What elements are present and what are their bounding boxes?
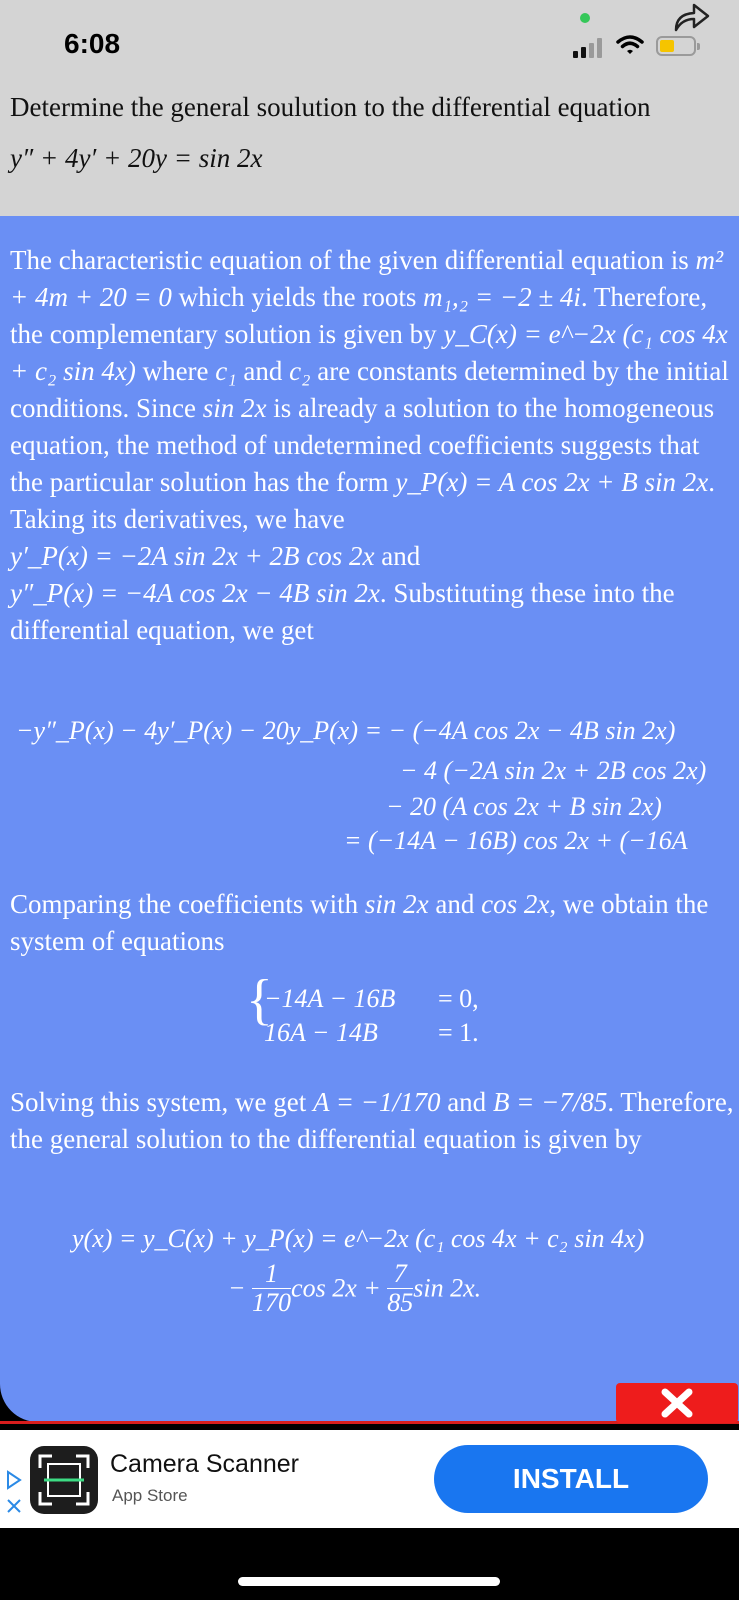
general-solution-line-1: y(x) = y_C(x) + y_P(x) = e^−2x (c₁ cos 4x + c₂ sin 4x) xyxy=(72,1224,645,1253)
answer-text: The characteristic equation of the given differential equation is xyxy=(10,245,696,275)
ad-subtitle: App Store xyxy=(112,1486,188,1505)
close-icon xyxy=(616,1383,738,1423)
cos-term: cos 2x + xyxy=(291,1273,381,1303)
system-eq-2-left: 16A − 14B xyxy=(264,1018,378,1047)
home-indicator[interactable] xyxy=(238,1577,500,1586)
fraction-1-170 xyxy=(252,1260,291,1317)
answer-paragraph-1 xyxy=(10,242,735,649)
minus-sign: − xyxy=(228,1273,246,1303)
fraction-denominator: 85 xyxy=(387,1288,414,1317)
general-solution-line-2 xyxy=(228,1260,481,1317)
question-equation: y″ + 4y′ + 20y = sin 2x xyxy=(10,143,263,173)
substitution-line-1: −y″_P(x) − 4y′_P(x) − 20y_P(x) = − (−4A cos 2x − 4B sin 2x) xyxy=(16,716,676,745)
adchoices-icon[interactable] xyxy=(2,1468,24,1524)
answer-text: is already a solution to the homogeneous equation, the method of undetermined coefficients suggests that the particular solution has the form xyxy=(10,393,715,497)
answer-text: . Therefore, the complementary solution is given by xyxy=(10,282,708,349)
answer-text: . Substituting these into the differential equation, we get xyxy=(10,578,675,645)
status-time: 6:08 xyxy=(64,28,121,59)
scanner-icon xyxy=(30,1446,98,1514)
answer-text: and xyxy=(236,356,290,386)
answer-text: are constants determined by the initial conditions. Since xyxy=(10,356,729,423)
ad-title[interactable]: Camera Scanner xyxy=(110,1450,299,1478)
complementary-solution: y_C(x) = e^−2x (c₁ cos 4x + c₂ sin 4x) xyxy=(10,319,728,386)
ad-banner[interactable] xyxy=(0,1430,739,1528)
fraction-denominator: 170 xyxy=(252,1288,292,1317)
fraction-numerator: 1 xyxy=(252,1260,291,1289)
battery-icon xyxy=(656,36,696,56)
constant-c2: c₂ xyxy=(289,356,311,386)
system-eq-2-right: = 1. xyxy=(438,1018,479,1047)
question-text xyxy=(10,82,735,184)
constant-c1: c₁ xyxy=(215,356,237,386)
system-eq-1-left: −14A − 16B xyxy=(264,984,396,1013)
answer-text: and xyxy=(374,541,421,571)
substitution-line-2: − 4 (−2A sin 2x + 2B cos 2x) xyxy=(400,756,707,785)
system-brace: { xyxy=(246,969,273,1031)
answer-text: Comparing the coefficients with xyxy=(10,889,365,919)
share-icon[interactable] xyxy=(670,0,714,34)
fraction-numerator: 7 xyxy=(387,1260,413,1289)
sin-term: sin 2x. xyxy=(413,1273,482,1303)
answer-text: which yields the roots xyxy=(171,282,424,312)
substitution-line-3: − 20 (A cos 2x + B sin 2x) xyxy=(386,792,662,821)
answer-text: and xyxy=(440,1087,493,1117)
first-derivative: y′_P(x) = −2A sin 2x + 2B cos 2x xyxy=(10,541,375,571)
question-prompt: Determine the general soulution to the differential equation xyxy=(10,92,651,122)
cos-2x: cos 2x xyxy=(481,889,550,919)
answer-text: Solving this system, we get xyxy=(10,1087,313,1117)
cellular-signal-icon xyxy=(573,36,605,58)
second-derivative: y″_P(x) = −4A cos 2x − 4B sin 2x xyxy=(10,578,380,608)
particular-solution-form: y_P(x) = A cos 2x + B sin 2x xyxy=(395,467,709,497)
camera-scanner-app-icon[interactable] xyxy=(30,1446,98,1514)
sin-2x: sin 2x xyxy=(202,393,267,423)
install-button[interactable]: INSTALL xyxy=(434,1445,708,1513)
answer-text: , we obtain the system of equations xyxy=(10,889,709,956)
substitution-line-4: = (−14A − 16B) cos 2x + (−16A xyxy=(344,826,688,855)
answer-text: . Taking its derivatives, we have xyxy=(10,467,716,534)
answer-text: and xyxy=(428,889,482,919)
sin-2x: sin 2x xyxy=(364,889,429,919)
status-bar xyxy=(0,0,739,80)
answer-paragraph-2 xyxy=(10,886,735,960)
answer-text: . Therefore, the general solution to the differential equation is given by xyxy=(10,1087,734,1154)
close-ad-button[interactable] xyxy=(616,1383,738,1423)
wifi-icon xyxy=(616,34,644,56)
system-eq-1-right: = 0, xyxy=(438,984,479,1013)
privacy-indicator-dot xyxy=(580,13,590,23)
question-panel xyxy=(0,0,739,216)
fraction-7-85 xyxy=(387,1260,413,1317)
characteristic-equation: m² + 4m + 20 = 0 xyxy=(10,245,724,312)
roots-expression: m₁,₂ = −2 ± 4i xyxy=(423,282,581,312)
answer-panel xyxy=(0,216,739,1422)
answer-paragraph-3 xyxy=(10,1084,735,1158)
B-value: B = −7/85 xyxy=(492,1087,608,1117)
A-value: A = −1/170 xyxy=(313,1087,441,1117)
answer-text: where xyxy=(135,356,216,386)
